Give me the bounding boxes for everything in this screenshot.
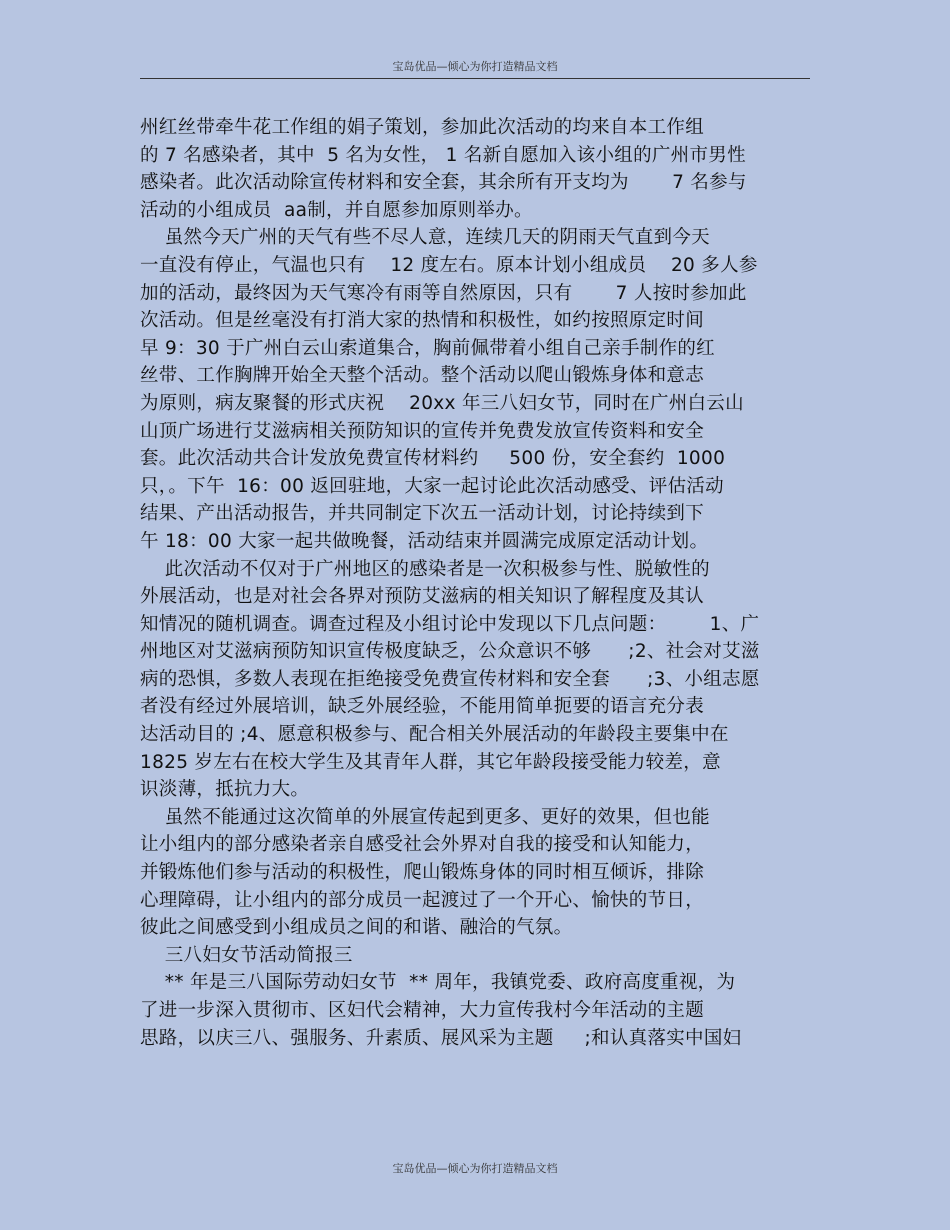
text-line: 心理障碍，让小组内的部分成员一起渡过了一个开心、愉快的节日， <box>140 889 705 911</box>
text-line: 彼此之间感受到小组成员之间的和谐、融洽的气氛。 <box>140 917 573 939</box>
text-line: 州红丝带牵牛花工作组的娟子策划，参加此次活动的均来自本工作组 <box>140 117 705 138</box>
text-line: 活动的小组成员 aa制，并自愿参加原则举办。 <box>140 199 533 221</box>
text-line: 虽然今天广州的天气有些不尽人意，连续几天的阴雨天气直到今天 <box>140 227 710 249</box>
page-footer: 宝岛优品—倾心为你打造精品文档 <box>392 1162 558 1175</box>
text-line: 并锻炼他们参与活动的积极性，爬山锻炼身体的同时相互倾诉，排除 <box>140 862 705 884</box>
text-line: 知情况的随机调查。调查过程及小组讨论中发现以下几点问题： 1、广 <box>140 613 760 635</box>
text-line: 1825 岁左右在校大学生及其青年人群，其它年龄段接受能力较差，意 <box>140 751 721 773</box>
text-line: 加的活动，最终因为天气寒冷有雨等自然原因，只有 7 人按时参加此 <box>140 282 747 304</box>
text-line: 州地区对艾滋病预防知识宣传极度缺乏，公众意识不够 ;2、社会对艾滋 <box>140 641 760 663</box>
text-line: 套。此次活动共合计发放免费宣传材料约 500 份，安全套约 1000 <box>140 448 726 470</box>
text-line: 结果、产出活动报告，并共同制定下次五一活动计划，讨论持续到下 <box>140 503 705 525</box>
document-body <box>140 114 820 1052</box>
text-line: 次活动。但是丝毫没有打消大家的热情和积极性，如约按照原定时间 <box>140 310 705 332</box>
text-line: 了进一步深入贯彻市、区妇代会精神，大力宣传我村今年活动的主题 <box>140 1000 705 1021</box>
text-line: 早 9：30 于广州白云山索道集合，胸前佩带着小组自己亲手制作的红 <box>140 337 715 359</box>
text-line: 感染者。此次活动除宣传材料和安全套，其余所有开支均为 7 名参与 <box>140 172 747 194</box>
text-line: 午 18：00 大家一起共做晚餐，活动结束并圆满完成原定活动计划。 <box>140 530 709 552</box>
text-line: 一直没有停止，气温也只有 12 度左右。原本计划小组成员 20 多人参 <box>140 254 758 276</box>
text-line: 外展活动，也是对社会各界对预防艾滋病的相关知识了解程度及其认 <box>140 586 705 608</box>
text-line: 让小组内的部分感染者亲自感受社会外界对自我的接受和认知能力， <box>140 834 705 856</box>
text-line: 的 7 名感染者，其中 5 名为女性， 1 名新自愿加入该小组的广州市男性 <box>140 144 746 166</box>
text-line: 此次活动不仅对于广州地区的感染者是一次积极参与性、脱敏性的 <box>140 558 710 580</box>
header-divider <box>140 78 810 79</box>
text-line: 者没有经过外展培训，缺乏外展经验，不能用简单扼要的语言充分表 <box>140 696 705 718</box>
text-line: 达活动目的 ;4、愿意积极参与、配合相关外展活动的年龄段主要集中在 <box>140 724 729 746</box>
text-line: 思路，以庆三八、强服务、升素质、展风采为主题 ;和认真落实中国妇 <box>140 1027 742 1049</box>
text-line: 只，。下午 16：00 返回驻地，大家一起讨论此次活动感受、评估活动 <box>140 475 724 497</box>
text-line: 识淡薄，抵抗力大。 <box>140 779 310 801</box>
page-header: 宝岛优品—倾心为你打造精品文档 <box>392 60 558 73</box>
text-line: ** 年是三八国际劳动妇女节 ** 周年，我镇党委、政府高度重视，为 <box>140 972 736 994</box>
text-line: 病的恐惧，多数人表现在拒绝接受免费宣传材料和安全套 ;3、小组志愿 <box>140 668 760 690</box>
text-line: 为原则，病友聚餐的形式庆祝 20xx 年三八妇女节，同时在广州白云山 <box>140 392 744 414</box>
text-line: 丝带、工作胸牌开始全天整个活动。整个活动以爬山锻炼身体和意志 <box>140 365 705 387</box>
text-line: 虽然不能通过这次简单的外展宣传起到更多、更好的效果，但也能 <box>140 806 710 828</box>
text-line: 三八妇女节活动简报三 <box>140 944 353 966</box>
text-line: 山顶广场进行艾滋病相关预防知识的宣传并免费发放宣传资料和安全 <box>140 420 705 442</box>
